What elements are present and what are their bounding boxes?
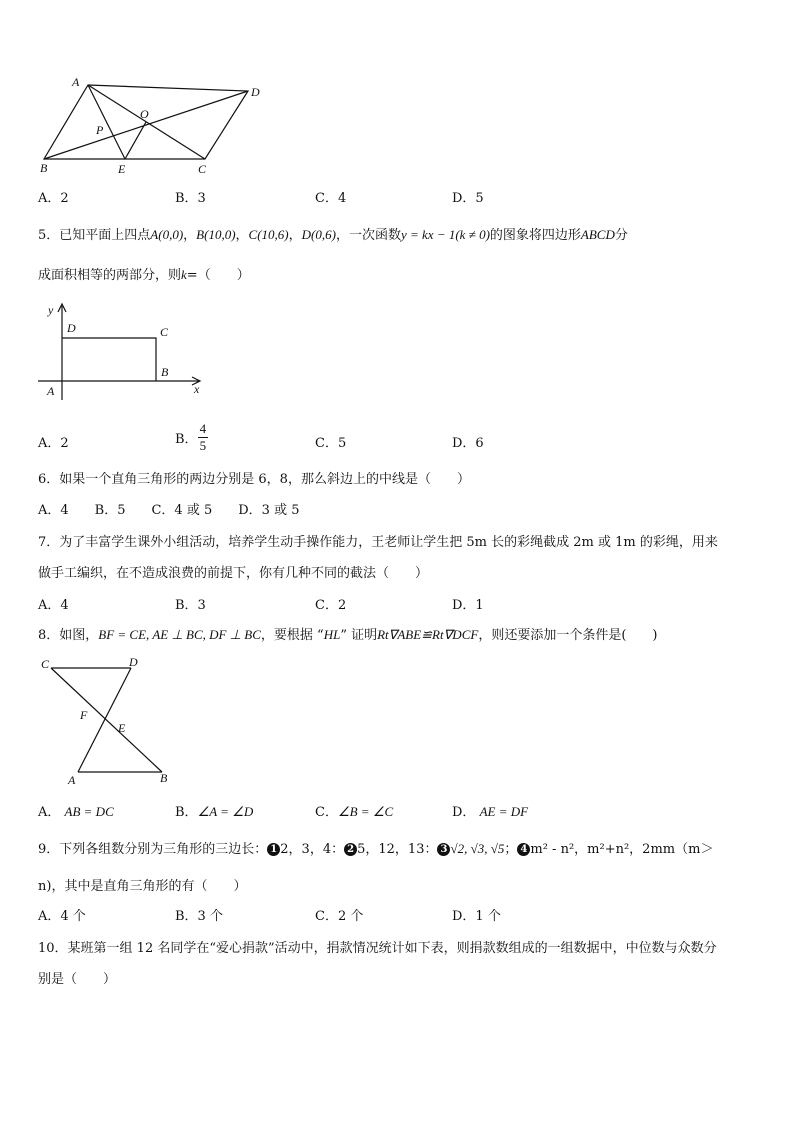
parallelogram-figure bbox=[30, 74, 270, 180]
label-P: P bbox=[96, 123, 104, 137]
label-C: C bbox=[198, 162, 207, 176]
q9-question-line1: 9．下列各组数分别为三角形的三边长： 1 2，3，4： 2 5，12，13： 3 √2, √3, √5； 4 m² - n²，m²+n²，2mm（m＞ bbox=[38, 841, 714, 857]
q4-option-c[interactable]: C．4 bbox=[315, 191, 347, 206]
q5-question-line1: 5．已知平面上四点A(0,0)，B(10,0)，C(10,6)，D(0,6)，一次函数y = kx − 1(k ≠ 0)的图象将四边形ABCD分 bbox=[38, 227, 628, 243]
q5-option-c[interactable]: C．5 bbox=[315, 436, 347, 451]
q5-option-a[interactable]: A．2 bbox=[38, 436, 69, 451]
label-C: C bbox=[41, 657, 50, 671]
q9-question-line2: n)，其中是直角三角形的有（ ） bbox=[38, 879, 247, 894]
label-F: F bbox=[80, 708, 88, 722]
q4-option-b[interactable]: B．3 bbox=[175, 191, 206, 206]
q5-question-line2: 成面积相等的两部分，则k=（ ） bbox=[38, 267, 250, 283]
triangles-figure bbox=[36, 652, 186, 788]
q8-option-a[interactable]: A． AB = DC bbox=[38, 804, 114, 820]
q7-question-line1: 7．为了丰富学生课外小组活动，培养学生动手操作能力，王老师让学生把 5m 长的彩绳截成 2m 或 1m 的彩绳，用来 bbox=[38, 535, 718, 550]
q8-option-b[interactable]: B．∠A = ∠D bbox=[175, 804, 254, 820]
label-B: B bbox=[160, 771, 168, 785]
q7-option-d[interactable]: D．1 bbox=[452, 598, 484, 613]
q4-option-d[interactable]: D．5 bbox=[452, 191, 484, 206]
q8-option-d[interactable]: D． AE = DF bbox=[452, 804, 529, 820]
label-D: D bbox=[67, 321, 76, 335]
circled-1: 1 bbox=[267, 843, 280, 856]
q6-question: 6．如果一个直角三角形的两边分别是 6，8，那么斜边上的中线是（ ） bbox=[38, 472, 470, 487]
q5-option-d[interactable]: D．6 bbox=[452, 436, 484, 451]
q8-option-c[interactable]: C．∠B = ∠C bbox=[315, 804, 394, 820]
label-A: A bbox=[72, 75, 80, 89]
q9-option-c[interactable]: C．2 个 bbox=[315, 909, 364, 924]
circled-4: 4 bbox=[517, 843, 530, 856]
label-E: E bbox=[118, 721, 126, 735]
q8-question: 8．如图，BF = CE, AE ⊥ BC, DF ⊥ BC，要根据 “HL” 证明Rt∇ABE≌Rt∇DCF，则还要添加一个条件是( ) bbox=[38, 627, 658, 643]
label-A: A bbox=[68, 773, 76, 787]
q4-option-a[interactable]: A．2 bbox=[38, 191, 69, 206]
q10-question-line1: 10．某班第一组 12 名同学在“爱心捐款”活动中，捐款情况统计如下表，则捐款数组成的一组数据中，中位数与众数分 bbox=[38, 941, 717, 956]
q5-option-b[interactable]: B． $\frac{4}{5}$ bbox=[175, 421, 207, 453]
axis-y-label: y bbox=[48, 303, 54, 317]
axis-x-label: x bbox=[194, 382, 200, 396]
q6-options[interactable]: A．4 B．5 C．4 或 5 D．3 或 5 bbox=[38, 503, 300, 518]
label-O: O bbox=[140, 107, 149, 121]
q7-option-c[interactable]: C．2 bbox=[315, 598, 347, 613]
coordinate-rectangle-figure bbox=[34, 300, 209, 402]
q9-option-d[interactable]: D．1 个 bbox=[452, 909, 501, 924]
q7-question-line2: 做手工编织，在不造成浪费的前提下，你有几种不同的截法（ ） bbox=[38, 566, 429, 581]
circled-2: 2 bbox=[344, 843, 357, 856]
q10-question-line2: 别是（ ） bbox=[38, 972, 117, 987]
label-D: D bbox=[251, 85, 260, 99]
label-C: C bbox=[160, 325, 169, 339]
q7-option-a[interactable]: A．4 bbox=[38, 598, 69, 613]
label-D: D bbox=[129, 655, 138, 669]
label-B: B bbox=[161, 365, 169, 379]
q9-option-b[interactable]: B．3 个 bbox=[175, 909, 223, 924]
label-E: E bbox=[118, 162, 126, 176]
circled-3: 3 bbox=[437, 843, 450, 856]
q7-option-b[interactable]: B．3 bbox=[175, 598, 206, 613]
label-A: A bbox=[47, 384, 55, 398]
label-B: B bbox=[40, 161, 48, 175]
q9-option-a[interactable]: A．4 个 bbox=[38, 909, 86, 924]
